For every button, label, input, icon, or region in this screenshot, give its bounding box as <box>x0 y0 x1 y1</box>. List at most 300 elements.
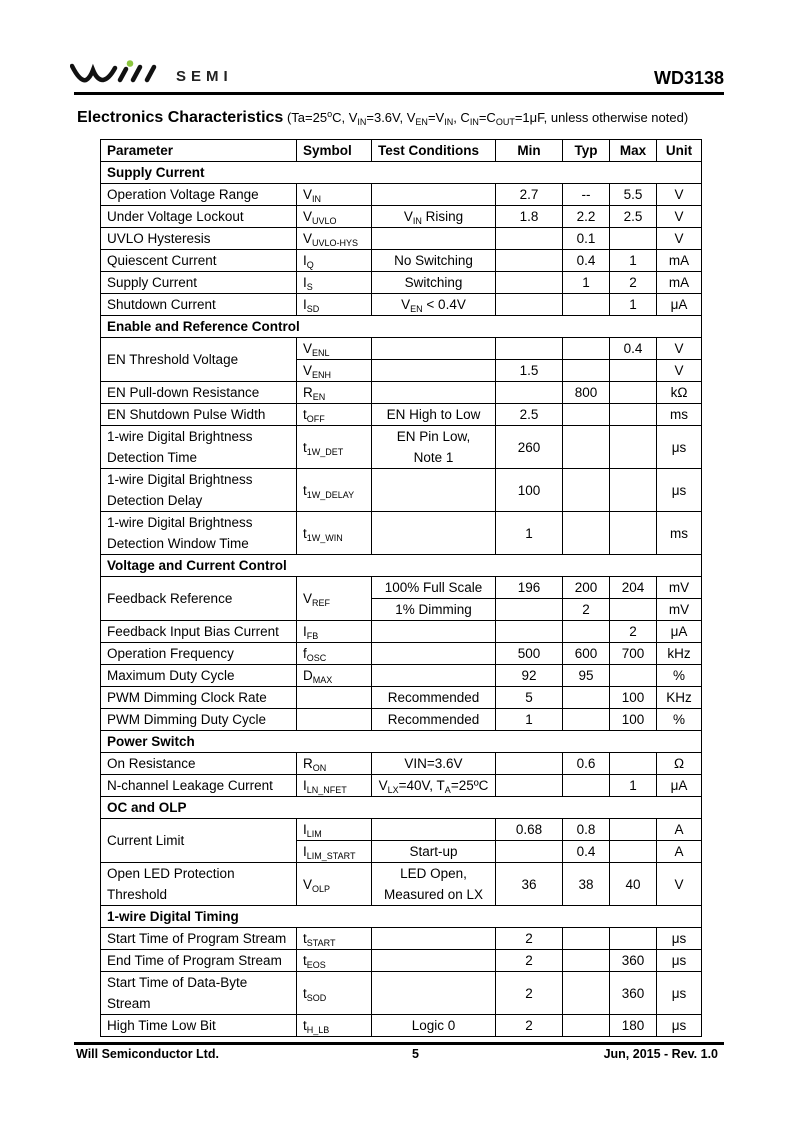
header-symbol: Symbol <box>297 140 372 162</box>
cell-symbol <box>297 709 372 731</box>
symbol-subscript: START <box>306 938 336 948</box>
cell-typ: 2.2 <box>563 206 610 228</box>
cell-unit: μA <box>657 621 702 643</box>
cell-typ <box>563 928 610 950</box>
cell-typ <box>563 1015 610 1037</box>
cell-symbol <box>297 469 372 512</box>
cell-parameter: High Time Low Bit <box>101 1015 297 1037</box>
section-title: Enable and Reference Control <box>101 316 702 338</box>
cell-symbol <box>297 643 372 665</box>
cell-test-conditions: Logic 0 <box>372 1015 496 1037</box>
parameter-line: Detection Time <box>107 450 198 465</box>
cell-typ <box>563 972 610 1015</box>
cell-symbol <box>297 928 372 950</box>
text-segment: V <box>403 209 413 224</box>
cell-min <box>496 250 563 272</box>
section-row <box>101 162 702 184</box>
cell-max <box>610 228 657 250</box>
cell-unit: ms <box>657 404 702 426</box>
cell-typ: 600 <box>563 643 610 665</box>
text-segment: =40V, T <box>398 778 445 793</box>
cell-unit: ms <box>657 512 702 555</box>
header-typ: Typ <box>563 140 610 162</box>
symbol-base: f <box>303 646 307 661</box>
cell-test-conditions <box>372 206 496 228</box>
cell-parameter: Under Voltage Lockout <box>101 206 297 228</box>
cell-min: 2 <box>496 928 563 950</box>
heading-title: Electronics Characteristics <box>77 109 284 126</box>
cell-parameter: Supply Current <box>101 272 297 294</box>
cell-unit: % <box>657 709 702 731</box>
cell-max <box>610 426 657 469</box>
cell-max: 100 <box>610 687 657 709</box>
header-rule <box>74 92 724 95</box>
cell-typ <box>563 360 610 382</box>
cell-min: 260 <box>496 426 563 469</box>
table-row <box>101 1015 702 1037</box>
cell-symbol <box>297 950 372 972</box>
cell-test-conditions <box>372 665 496 687</box>
cell-test-conditions <box>372 950 496 972</box>
cell-typ <box>563 950 610 972</box>
text-segment: (Ta=25 <box>283 110 328 125</box>
cell-typ: 0.1 <box>563 228 610 250</box>
symbol-base: t <box>303 525 307 541</box>
cell-symbol <box>297 841 372 863</box>
table-row <box>101 665 702 687</box>
cell-symbol <box>297 206 372 228</box>
condition-line: EN Pin Low, <box>396 429 471 444</box>
cell-symbol <box>297 228 372 250</box>
cell-min: 36 <box>496 863 563 906</box>
symbol-subscript: Q <box>306 260 314 270</box>
cell-min <box>496 272 563 294</box>
section-title: OC and OLP <box>101 797 702 819</box>
symbol-subscript: ENL <box>312 348 330 358</box>
cell-parameter: Operation Voltage Range <box>101 184 297 206</box>
cell-min <box>496 753 563 775</box>
parameter-line: Stream <box>107 996 151 1011</box>
cell-test-conditions <box>372 294 496 316</box>
cell-max <box>610 382 657 404</box>
symbol-base: V <box>303 187 313 202</box>
cell-parameter: On Resistance <box>101 753 297 775</box>
cell-typ: 0.4 <box>563 841 610 863</box>
cell-symbol <box>297 184 372 206</box>
condition-line: Measured on LX <box>383 887 484 902</box>
table-row <box>101 687 702 709</box>
cell-unit: A <box>657 841 702 863</box>
cell-max: 2 <box>610 621 657 643</box>
cell-parameter: Start Time of Program Stream <box>101 928 297 950</box>
cell-symbol <box>297 272 372 294</box>
text-segment: =C <box>478 110 496 125</box>
table-row <box>101 621 702 643</box>
cell-max: 100 <box>610 709 657 731</box>
cell-symbol <box>297 294 372 316</box>
cell-typ: -- <box>563 184 610 206</box>
cell-max: 360 <box>610 972 657 1015</box>
parameter-line: 1-wire Digital Brightness <box>107 515 253 530</box>
cell-parameter: Current Limit <box>101 819 297 863</box>
cell-typ <box>563 687 610 709</box>
cell-min: 2.7 <box>496 184 563 206</box>
cell-parameter: Shutdown Current <box>101 294 297 316</box>
cell-typ: 0.8 <box>563 819 610 841</box>
symbol-subscript: OSC <box>306 653 327 663</box>
symbol-base: t <box>303 1018 307 1033</box>
text-segment: , C <box>453 110 470 125</box>
symbol-base: t <box>303 985 307 1001</box>
cell-typ: 1 <box>563 272 610 294</box>
symbol-subscript: EOS <box>306 960 326 970</box>
text-segment: =25ºC <box>450 778 489 793</box>
cell-test-conditions: Recommended <box>372 709 496 731</box>
symbol-subscript: 1W_WIN <box>306 532 343 543</box>
cell-unit: mV <box>657 599 702 621</box>
symbol-base: I <box>303 275 307 290</box>
cell-symbol <box>297 426 372 469</box>
symbol-base: D <box>303 668 313 683</box>
symbol-subscript: MAX <box>312 675 333 685</box>
table-row <box>101 512 702 555</box>
symbol-base: t <box>303 407 307 422</box>
cell-min: 5 <box>496 687 563 709</box>
table-row <box>101 469 702 512</box>
cell-parameter: EN Shutdown Pulse Width <box>101 404 297 426</box>
section-row <box>101 731 702 753</box>
cell-typ: 38 <box>563 863 610 906</box>
cell-unit: V <box>657 228 702 250</box>
text-segment: =3.6V, V <box>366 110 416 125</box>
cell-typ: 800 <box>563 382 610 404</box>
symbol-subscript: REF <box>312 598 331 608</box>
cell-parameter: EN Pull-down Resistance <box>101 382 297 404</box>
section-title: Supply Current <box>101 162 702 184</box>
symbol-base: t <box>303 482 307 498</box>
cell-min: 1 <box>496 512 563 555</box>
cell-max: 40 <box>610 863 657 906</box>
table-row <box>101 819 702 841</box>
cell-min <box>496 599 563 621</box>
symbol-base: V <box>303 363 313 378</box>
subscript: EN <box>410 304 423 314</box>
cell-unit: % <box>657 665 702 687</box>
cell-test-conditions <box>372 775 496 797</box>
symbol-base: I <box>303 778 307 793</box>
cell-typ: 200 <box>563 577 610 599</box>
cell-test-conditions: Switching <box>372 272 496 294</box>
text-segment: < 0.4V <box>422 297 466 312</box>
cell-max: 2.5 <box>610 206 657 228</box>
cell-max <box>610 599 657 621</box>
cell-symbol <box>297 577 372 621</box>
cell-parameter <box>101 426 297 469</box>
cell-typ: 0.6 <box>563 753 610 775</box>
cell-unit: mA <box>657 272 702 294</box>
cell-unit: Ω <box>657 753 702 775</box>
subscript: A <box>444 785 451 795</box>
symbol-subscript: 1W_DET <box>306 446 344 457</box>
cell-test-conditions <box>372 338 496 360</box>
table-row <box>101 250 702 272</box>
symbol-subscript: EN <box>312 392 326 402</box>
symbol-subscript: 1W_DELAY <box>306 489 355 500</box>
cell-max: 2 <box>610 272 657 294</box>
logo-text: SEMI <box>176 68 233 85</box>
cell-min <box>496 294 563 316</box>
cell-max: 1 <box>610 250 657 272</box>
cell-test-conditions <box>372 512 496 555</box>
symbol-subscript: LN_NFET <box>306 785 347 795</box>
cell-unit: μs <box>657 972 702 1015</box>
cell-unit: μs <box>657 928 702 950</box>
subscript: IN <box>357 117 367 127</box>
cell-max <box>610 928 657 950</box>
table-row <box>101 206 702 228</box>
section-row <box>101 906 702 928</box>
cell-test-conditions <box>372 621 496 643</box>
cell-typ <box>563 294 610 316</box>
cell-symbol <box>297 404 372 426</box>
part-number: WD3138 <box>653 68 724 88</box>
cell-max: 700 <box>610 643 657 665</box>
cell-symbol <box>297 687 372 709</box>
cell-typ <box>563 709 610 731</box>
cell-parameter: Feedback Input Bias Current <box>101 621 297 643</box>
header-parameter: Parameter <box>101 140 297 162</box>
symbol-base: t <box>303 953 307 968</box>
symbol-base: t <box>303 931 307 946</box>
cell-parameter: N-channel Leakage Current <box>101 775 297 797</box>
cell-max <box>610 404 657 426</box>
cell-min <box>496 228 563 250</box>
symbol-base: V <box>303 591 313 606</box>
cell-parameter: UVLO Hysteresis <box>101 228 297 250</box>
cell-min <box>496 338 563 360</box>
cell-test-conditions <box>372 863 496 906</box>
symbol-base: R <box>303 385 313 400</box>
symbol-subscript: OLP <box>312 883 331 894</box>
symbol-base: I <box>303 624 307 639</box>
table-row <box>101 950 702 972</box>
cell-symbol <box>297 819 372 841</box>
section-heading <box>77 109 688 127</box>
cell-unit: V <box>657 184 702 206</box>
cell-unit: mV <box>657 577 702 599</box>
cell-min <box>496 841 563 863</box>
cell-symbol <box>297 863 372 906</box>
superscript: o <box>327 109 333 119</box>
cell-test-conditions: 1% Dimming <box>372 599 496 621</box>
cell-max <box>610 665 657 687</box>
cell-symbol <box>297 1015 372 1037</box>
cell-unit: μA <box>657 294 702 316</box>
cell-parameter: PWM Dimming Duty Cycle <box>101 709 297 731</box>
symbol-subscript: LIM_START <box>306 851 356 861</box>
cell-max <box>610 360 657 382</box>
cell-unit: μs <box>657 950 702 972</box>
table-row <box>101 294 702 316</box>
section-title: Voltage and Current Control <box>101 555 702 577</box>
footer-rule <box>74 1042 724 1045</box>
footer-date-revision: Jun, 2015 - Rev. 1.0 <box>603 1047 718 1061</box>
cell-min <box>496 382 563 404</box>
table-row <box>101 775 702 797</box>
subscript: IN <box>412 216 422 226</box>
condition-line: Note 1 <box>413 450 454 465</box>
symbol-base: V <box>303 209 313 224</box>
cell-test-conditions: VIN=3.6V <box>372 753 496 775</box>
symbol-subscript: LIM <box>306 829 322 839</box>
table-row <box>101 426 702 469</box>
cell-min: 2 <box>496 972 563 1015</box>
cell-typ: 0.4 <box>563 250 610 272</box>
cell-symbol <box>297 250 372 272</box>
cell-test-conditions <box>372 972 496 1015</box>
cell-test-conditions <box>372 469 496 512</box>
text-segment: Rising <box>421 209 464 224</box>
cell-unit: kΩ <box>657 382 702 404</box>
cell-max <box>610 753 657 775</box>
table-row <box>101 753 702 775</box>
cell-min: 1.5 <box>496 360 563 382</box>
cell-typ <box>563 426 610 469</box>
cell-test-conditions <box>372 228 496 250</box>
parameter-line: Detection Delay <box>107 493 203 508</box>
cell-unit: V <box>657 360 702 382</box>
cell-min: 2 <box>496 1015 563 1037</box>
cell-test-conditions: 100% Full Scale <box>372 577 496 599</box>
cell-parameter <box>101 512 297 555</box>
header-unit: Unit <box>657 140 702 162</box>
symbol-base: V <box>303 231 313 246</box>
cell-symbol <box>297 338 372 360</box>
cell-test-conditions <box>372 643 496 665</box>
cell-test-conditions <box>372 819 496 841</box>
symbol-subscript: UVLO-HYS <box>312 238 359 248</box>
cell-typ <box>563 775 610 797</box>
text-segment: V <box>401 297 411 312</box>
cell-min: 2 <box>496 950 563 972</box>
cell-min: 0.68 <box>496 819 563 841</box>
symbol-subscript: SD <box>306 304 320 314</box>
cell-symbol <box>297 972 372 1015</box>
table-row <box>101 928 702 950</box>
parameter-line: 1-wire Digital Brightness <box>107 429 253 444</box>
cell-min: 1 <box>496 709 563 731</box>
cell-unit: V <box>657 338 702 360</box>
cell-max: 1 <box>610 294 657 316</box>
cell-unit: KHz <box>657 687 702 709</box>
cell-unit: μs <box>657 469 702 512</box>
parameter-line: 1-wire Digital Brightness <box>107 472 253 487</box>
subscript: IN <box>469 117 479 127</box>
cell-min: 500 <box>496 643 563 665</box>
table-row <box>101 643 702 665</box>
cell-typ <box>563 512 610 555</box>
table-row <box>101 404 702 426</box>
cell-parameter <box>101 469 297 512</box>
cell-symbol <box>297 382 372 404</box>
cell-test-conditions <box>372 426 496 469</box>
heading-conditions <box>283 110 688 125</box>
cell-max: 180 <box>610 1015 657 1037</box>
header-max: Max <box>610 140 657 162</box>
section-row <box>101 555 702 577</box>
cell-max: 5.5 <box>610 184 657 206</box>
table-row <box>101 863 702 906</box>
cell-test-conditions <box>372 382 496 404</box>
cell-max <box>610 819 657 841</box>
cell-symbol <box>297 775 372 797</box>
cell-min <box>496 775 563 797</box>
cell-test-conditions <box>372 928 496 950</box>
table-row <box>101 184 702 206</box>
table-row <box>101 577 702 599</box>
cell-min: 92 <box>496 665 563 687</box>
cell-max: 360 <box>610 950 657 972</box>
cell-unit: kHz <box>657 643 702 665</box>
symbol-base: I <box>303 844 307 859</box>
cell-min: 100 <box>496 469 563 512</box>
cell-symbol <box>297 360 372 382</box>
cell-symbol <box>297 512 372 555</box>
cell-parameter: Maximum Duty Cycle <box>101 665 297 687</box>
cell-unit: μs <box>657 1015 702 1037</box>
symbol-subscript: S <box>306 282 313 292</box>
cell-parameter <box>101 863 297 906</box>
section-row <box>101 797 702 819</box>
table-row <box>101 382 702 404</box>
cell-typ <box>563 338 610 360</box>
footer-company: Will Semiconductor Ltd. <box>76 1047 219 1061</box>
symbol-subscript: ENH <box>312 370 332 380</box>
text-segment: V <box>378 778 388 793</box>
cell-unit: V <box>657 206 702 228</box>
table-row <box>101 972 702 1015</box>
cell-unit: μs <box>657 426 702 469</box>
symbol-base: R <box>303 756 313 771</box>
cell-max: 0.4 <box>610 338 657 360</box>
cell-max <box>610 841 657 863</box>
symbol-base: V <box>303 876 313 892</box>
parameter-line: Detection Window Time <box>107 536 249 551</box>
section-row <box>101 316 702 338</box>
subscript: EN <box>415 117 428 127</box>
symbol-subscript: H_LB <box>306 1025 330 1035</box>
section-title: 1-wire Digital Timing <box>101 906 702 928</box>
cell-typ: 95 <box>563 665 610 687</box>
cell-max <box>610 512 657 555</box>
cell-min: 196 <box>496 577 563 599</box>
cell-min <box>496 621 563 643</box>
parameter-line: Open LED Protection <box>107 866 235 881</box>
cell-parameter: Quiescent Current <box>101 250 297 272</box>
symbol-subscript: IN <box>312 194 322 204</box>
cell-typ <box>563 404 610 426</box>
cell-typ: 2 <box>563 599 610 621</box>
cell-parameter: Feedback Reference <box>101 577 297 621</box>
subscript: LX <box>387 785 399 795</box>
cell-min: 1.8 <box>496 206 563 228</box>
symbol-subscript: UVLO <box>312 216 337 226</box>
cell-unit: μA <box>657 775 702 797</box>
cell-max: 1 <box>610 775 657 797</box>
electrical-characteristics-table <box>100 139 702 1037</box>
text-segment: =V <box>427 110 445 125</box>
cell-max: 204 <box>610 577 657 599</box>
